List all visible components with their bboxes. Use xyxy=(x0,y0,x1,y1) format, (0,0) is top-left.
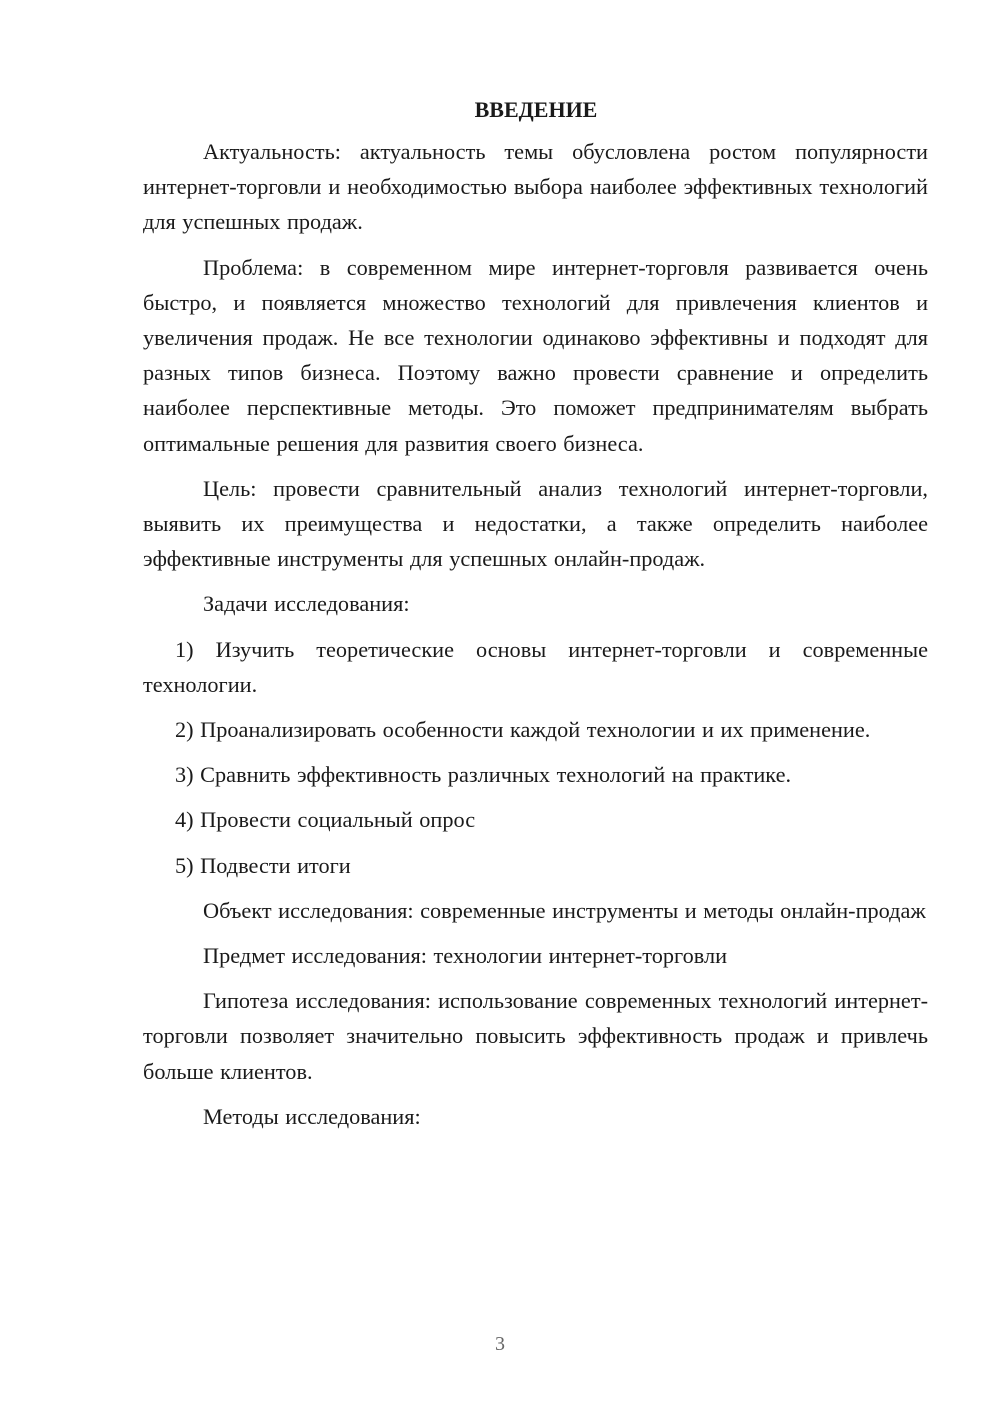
page-title: ВВЕДЕНИЕ xyxy=(474,97,598,122)
paragraph-object: Объект исследования: современные инструменты и методы онлайн-продаж xyxy=(203,897,926,923)
task-item: 3) Сравнить эффективность различных технологий на практике. xyxy=(175,762,792,788)
paragraph-tasks-heading: Задачи исследования: xyxy=(203,591,410,617)
task-item: 5) Подвести итоги xyxy=(175,852,351,878)
paragraph-goal: Цель: провести сравнительный анализ технологий интернет-торговли, выявить их преимущества и недостатки, а также определить наиболее эффективные инструменты для успешных онлайн-продаж. xyxy=(143,475,928,572)
page-number: 3 xyxy=(495,1333,505,1355)
task-item: 1) Изучить теоретические основы интернет-торговли и современные технологии. xyxy=(143,636,928,697)
document-body xyxy=(143,92,928,1144)
paragraph-subject: Предмет исследования: технологии интернет-торговли xyxy=(203,943,728,969)
paragraph-methods: Методы исследования: xyxy=(203,1103,421,1129)
paragraph-hypothesis: Гипотеза исследования: использование современных технологий интернет-торговли позволяет значительно повысить эффективность продаж и привлечь больше клиентов. xyxy=(143,988,928,1084)
task-item: 4) Провести социальный опрос xyxy=(175,807,476,833)
paragraph-relevance: Актуальность: актуальность темы обусловлена ростом популярности интернет-торговли и необходимостью выбора наиболее эффективных технологий для успешных продаж. xyxy=(143,139,928,235)
paragraph-problem: Проблема: в современном мире интернет-торговля развивается очень быстро, и появляется множество технологий для привлечения клиентов и увеличения продаж. Не все технологии одинаково эффективны и подходят для разных типов бизнеса. Поэтому важно провести сравнение и определить наиболее перспективные методы. Это поможет предпринимателям выбрать оптимальные решения для развития своего бизнеса. xyxy=(143,254,928,456)
task-item: 2) Проанализировать особенности каждой технологии и их применение. xyxy=(175,717,871,743)
